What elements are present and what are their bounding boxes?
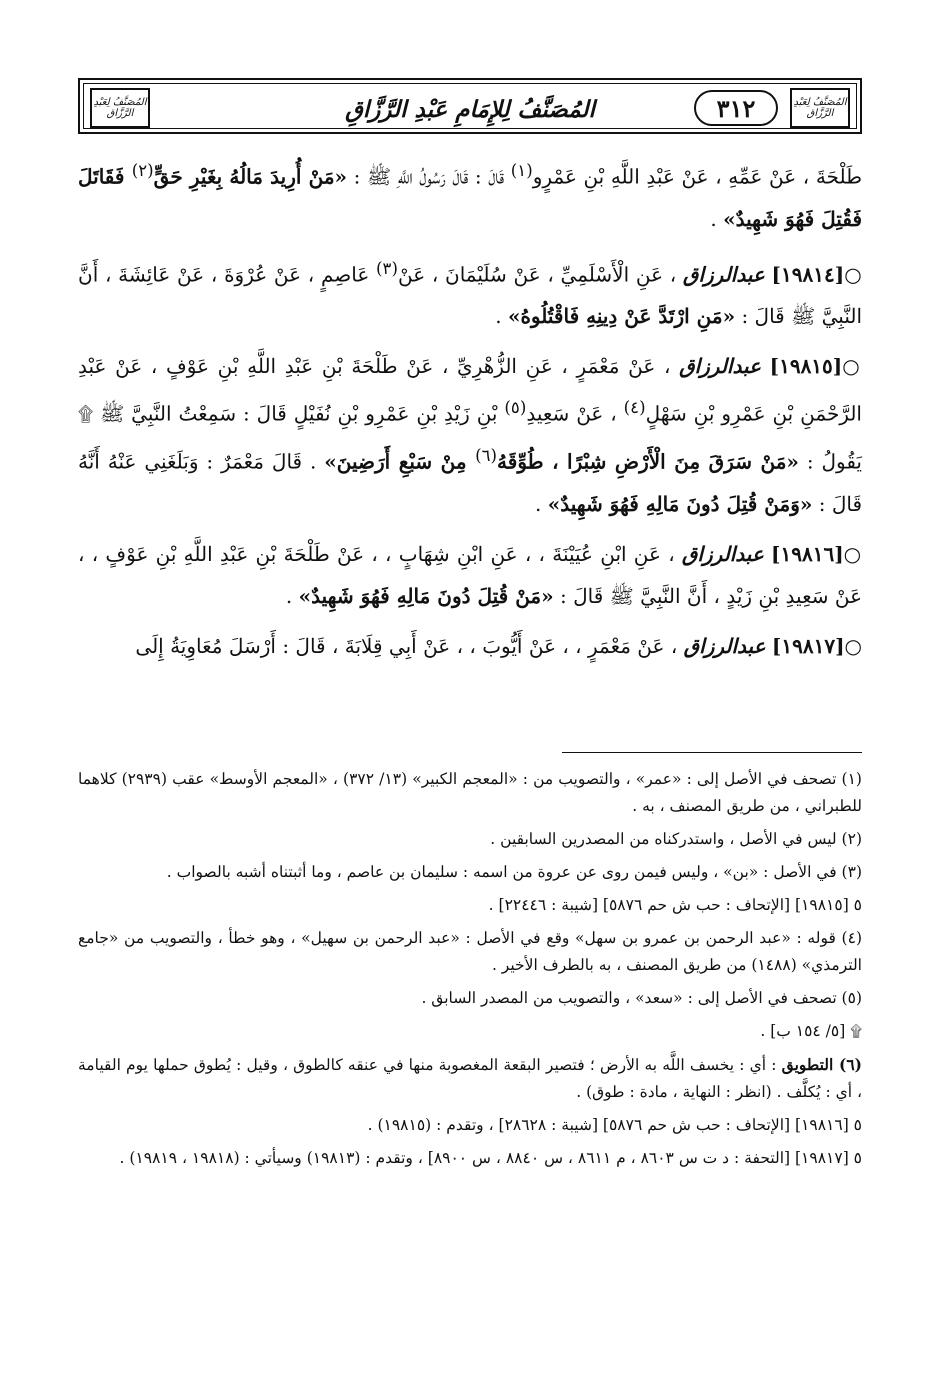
author-name: عبدالرزاق xyxy=(682,262,765,287)
hadith-19817 xyxy=(78,625,862,667)
isnad: ، عَنْ مَعْمَرٍ ، عَنِ الزُّهْرِيِّ ، عَنْ طَلْحَةَ بْنِ عَبْدِ اللَّهِ بْنِ عَوْفٍ ، عَنْ عَبْدِ الرَّحْمَنِ بْنِ عَمْرِو بْنِ سَهْلٍ xyxy=(78,354,862,426)
author-name: عبدالرزاق xyxy=(679,354,761,379)
hadith-19816 xyxy=(78,533,862,617)
emblem-left-text: المُصَنَّفُ لِعَبْدِ الرَّزَّاق xyxy=(93,97,147,119)
footnote-ref: (٥) xyxy=(504,398,527,418)
footnote-ref: (٢) xyxy=(131,161,154,180)
text: . xyxy=(710,206,724,231)
footnote-6 xyxy=(78,1051,862,1106)
text: . xyxy=(495,304,508,329)
footnote-6-text: : أي : يخسف اللَّه به الأرض ؛ فتصير البقعة المغصوبة منها في عنقه كالطوق ، وقيل : يُطوق حملها يوم القيامة ، أي : يُكلَّف . (انظر : النهاية ، مادة : طوق) . xyxy=(78,1056,862,1101)
isnad: ، عَنِ ابْنِ عُيَيْنَةَ ، ، عَنِ ابْنِ شِهَابٍ ، ، عَنْ طَلْحَةَ بْنِ عَبْدِ اللَّهِ بْنِ عَوْفٍ ، ، عَنْ سَعِيدِ بْنِ زَيْدٍ ، أَنَّ النَّبِيَّ ﷺ قَالَ : xyxy=(78,541,862,608)
hadith-matn: فَقَاتَلَ فَقُتِلَ فَهُوَ شَهِيدٌ» xyxy=(78,164,862,231)
author-name: عبدالرزاق xyxy=(683,633,766,658)
takhrij-19817: ٥ [١٩٨١٧] [التحفة : د ت س ٨٦٠٣ ، م ٨٦١١ ، س ٨٨٤٠ ، س ٨٩٠٠] ، وتقدم : (١٩٨١٣) وسيأتي : (١٩٨١٨ ، ١٩٨١٩) . xyxy=(119,1149,862,1167)
hadith-matn: «مَنِ ارْتَدَّ عَنْ دِينِهِ فَاقْتُلُوهُ» xyxy=(507,304,736,329)
hadith-marker: ○ xyxy=(843,541,862,566)
isnad: عَاصِمٍ ، عَنْ عُرْوَةَ ، عَنْ عَائِشَةَ ، أَنَّ النَّبِيَّ ﷺ قَالَ : xyxy=(78,262,862,329)
isnad: ، عَنْ سَعِيدِ xyxy=(526,401,624,426)
hadith-number: [١٩٨١٦] xyxy=(771,541,844,566)
manuscript-folio: ۩ [٥/ ١٥٤ ب] . xyxy=(760,1022,862,1040)
footnote-2: (٢) ليس في الأصل ، واستدركناه من المصدرين السابقين . xyxy=(490,830,862,848)
hadith-matn: «مَنْ أُرِيدَ مَالُهُ بِغَيْرِ حَقٍّ xyxy=(153,164,348,189)
footnote-3: (٣) في الأصل : «بن» ، وليس فيمن روى عن عروة من اسمه : سليمان بن عاصم ، وما أثبتناه أشبه بالصواب . xyxy=(166,863,862,881)
text: . xyxy=(285,583,299,608)
hadith-19814 xyxy=(78,248,862,338)
footnote-ref: (١) xyxy=(510,161,533,180)
hadith-marker: ○ xyxy=(844,633,862,658)
footnote-ref: (٣) xyxy=(376,258,398,278)
paragraph-continuation xyxy=(78,150,862,240)
isnad: ، عَنِ الْأَسْلَمِيِّ ، عَنْ سُلَيْمَانَ ، عَنْ xyxy=(397,262,683,287)
text: قَالَ : قَالَ رَسُولُ اللَّهِ ﷺ : xyxy=(347,164,511,189)
hadith-matn: «مَنْ سَرَقَ مِنَ الْأَرْضِ شِبْرًا ، طُوِّقَهُ xyxy=(497,449,799,474)
hadith-matn: «مَنْ قُتِلَ دُونَ مَالِهِ فَهُوَ شَهِيدٌ» xyxy=(298,583,554,608)
main-text xyxy=(78,150,862,675)
footnote-ref: (٤) xyxy=(623,398,646,418)
footnote-5: (٥) تصحف في الأصل إلى : «سعد» ، والتصويب من المصدر السابق . xyxy=(421,989,862,1007)
hadith-marker: ○ xyxy=(844,262,863,287)
footnote-4: (٤) قوله : «عبد الرحمن بن عمرو بن سهل» وقع في الأصل : «عبد الرحمن بن سهيل» ، وهو خطأ ، والتصويب من «جامع الترمذي» (١٤٨٨) من طريق المصنف ، به بالطرف الأخير . xyxy=(78,929,862,974)
page-header xyxy=(78,78,862,134)
isnad: ، عَنْ مَعْمَرٍ ، ، عَنْ أَيُّوبَ ، ، عَنْ أَبِي قِلَابَةَ ، قَالَ : أَرْسَلَ مُعَاوِيَةُ إِلَى xyxy=(135,633,684,658)
footnote-ref: (٦) xyxy=(475,445,498,465)
hadith-number: [١٩٨١٤] xyxy=(771,262,845,287)
takhrij-19815: ٥ [١٩٨١٥] [الإتحاف : حب ش حم ٥٨٧٦] [شيبة : ٢٢٤٤٦] . xyxy=(488,896,862,914)
author-name: عبدالرزاق xyxy=(681,541,764,566)
footnote-keyword: (٦) التطويق xyxy=(781,1055,862,1074)
text: . قَالَ مَعْمَرٌ : وَبَلَغَنِي عَنْهُ أَنَّهُ قَالَ : xyxy=(78,449,862,516)
text: . xyxy=(534,491,548,516)
page-number: ٣١٢ xyxy=(694,90,778,126)
emblem-right-text: المُصَنَّفُ لِعَبْدِ الرَّزَّاق xyxy=(793,97,847,119)
emblem-right xyxy=(790,88,850,128)
emblem-left xyxy=(90,88,150,128)
header-frame xyxy=(83,83,857,129)
text: طَلْحَةَ ، عَنْ عَمِّهِ ، عَنْ عَبْدِ اللَّهِ بْنِ عَمْرٍو xyxy=(532,164,862,189)
footnote-rule-line xyxy=(562,752,862,753)
hadith-marker: ○ xyxy=(842,354,863,379)
hadith-number: [١٩٨١٥] xyxy=(769,354,843,379)
footnote-1: (١) تصحف في الأصل إلى : «عمر» ، والتصويب من : «المعجم الكبير» (١٣/ ٣٧٢) ، «المعجم الأوسط» عقب (٢٩٣٩) كلاهما للطبراني ، من طريق المصنف ، به . xyxy=(78,770,862,815)
running-title: المُصَنَّفُ لِلإِمَامِ عَبْدِ الرَّزَّاقِ xyxy=(345,95,595,123)
isnad: بْنِ زَيْدِ بْنِ عَمْرِو بْنِ نُفَيْلٍ قَالَ : سَمِعْتُ النَّبِيَّ ﷺ ۩ يَقُولُ : xyxy=(78,401,862,474)
hadith-number: [١٩٨١٧] xyxy=(771,633,845,658)
footnotes xyxy=(78,766,862,1178)
hadith-matn: «وَمَنْ قُتِلَ دُونَ مَالِهِ فَهُوَ شَهِيدٌ» xyxy=(547,491,813,516)
hadith-matn: مِنْ سَبْعِ أَرَضِينَ» xyxy=(324,449,476,474)
hadith-19815 xyxy=(78,345,862,524)
takhrij-19816: ٥ [١٩٨١٦] [الإتحاف : حب ش حم ٥٨٧٦] [شيبة : ٢٨٦٢٨] ، وتقدم : (١٩٨١٥) . xyxy=(367,1116,862,1134)
